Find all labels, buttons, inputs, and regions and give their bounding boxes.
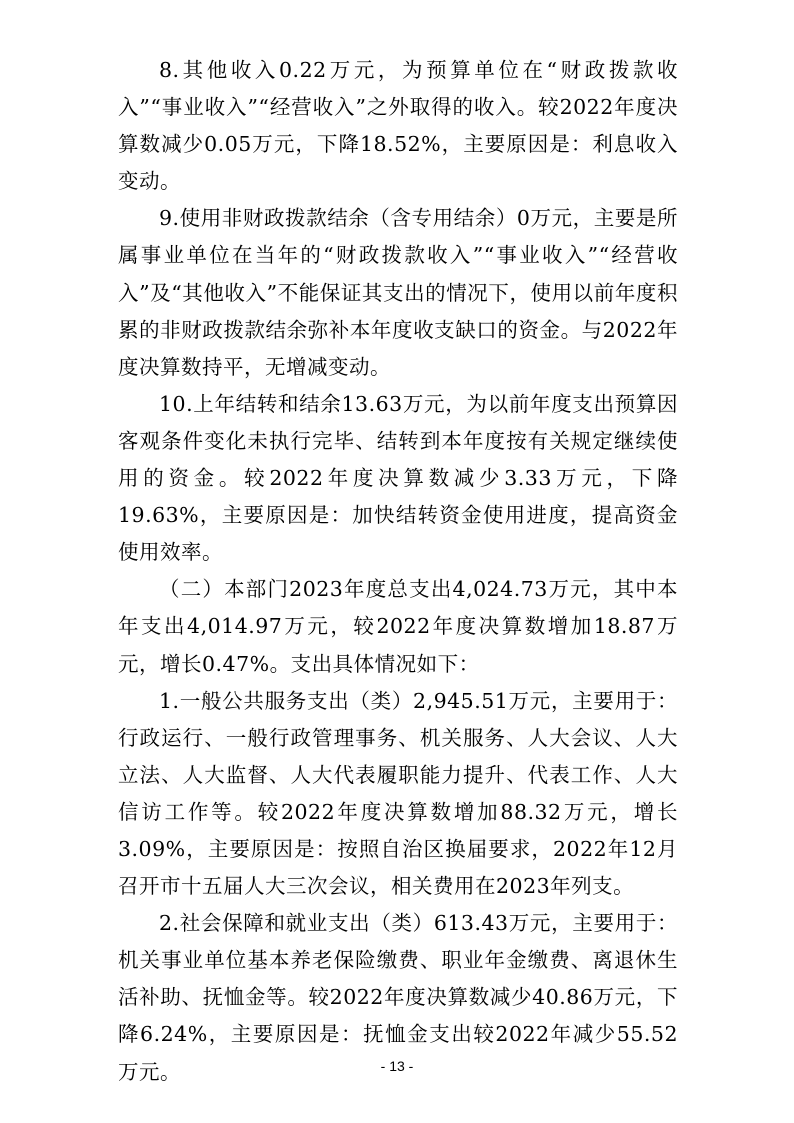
page-number: - 13 - <box>380 1058 414 1074</box>
paragraph-carryover: 10.上年结转和结余13.63万元，为以前年度支出预算因客观条件变化未执行完毕、结转到本年度按有关规定继续使用的资金。较2022年度决算数减少3.33万元，下降19.63%，主要原因是：加快结转资金使用进度，提高资金使用效率。 <box>118 391 678 565</box>
paragraph-non-fiscal-surplus: 9.使用非财政拨款结余（含专用结余）0万元，主要是所属事业单位在当年的“财政拨款收入”“事业收入”“经营收入”及“其他收入”不能保证其支出的情况下，使用以前年度积累的非财政拨款结余弥补本年度收支缺口的资金。与2022年度决算数持平，无增减变动。 <box>118 206 678 379</box>
paragraph-other-income: 8.其他收入0.22万元，为预算单位在“财政拨款收入”“事业收入”“经营收入”之外取得的收入。较2022年度决算数减少0.05万元，下降18.52%，主要原因是：利息收入变动。 <box>118 58 678 194</box>
paragraph-total-expenditure: （二）本部门2023年度总支出4,024.73万元，其中本年支出4,014.97万元，较2022年度决算数增加18.87万元，增长0.47%。支出具体情况如下： <box>118 577 678 676</box>
paragraph-social-security-expenditure: 2.社会保障和就业支出（类）613.43万元，主要用于：机关事业单位基本养老保险缴费、职业年金缴费、离退休生活补助、抚恤金等。较2022年度决算数减少40.86万元，下降6.24%，主要原因是：抚恤金支出较2022年减少55.52万元。 <box>118 911 678 1084</box>
document-body <box>118 52 678 1091</box>
paragraph-public-service-expenditure: 1.一般公共服务支出（类）2,945.51万元，主要用于：行政运行、一般行政管理事务、机关服务、人大会议、人大立法、人大监督、人大代表履职能力提升、代表工作、人大信访工作等。较2022年度决算数增加88.32万元，增长3.09%，主要原因是：按照自治区换届要求，2022年12月召开市十五届人大三次会议，相关费用在2023年列支。 <box>118 688 678 899</box>
